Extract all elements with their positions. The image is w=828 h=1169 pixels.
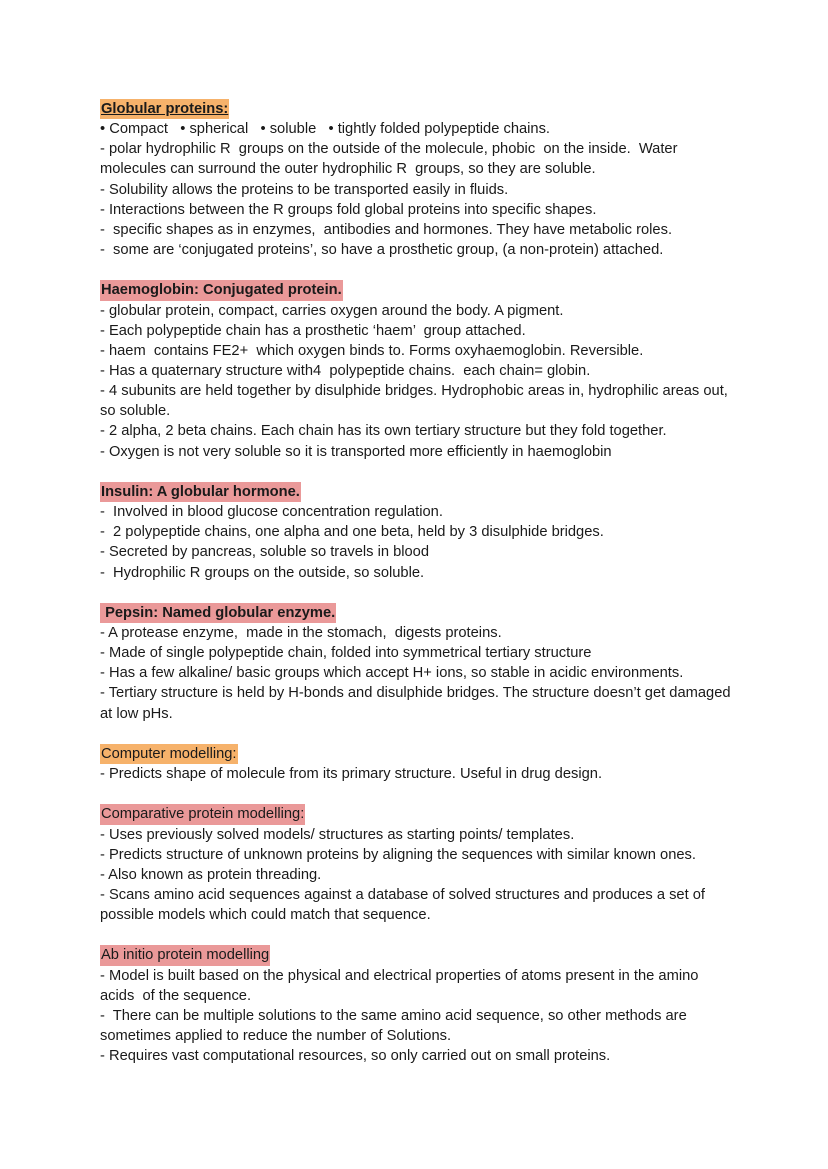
note-line: - Model is built based on the physical and electrical properties of atoms present in the amino acids of the sequence. bbox=[100, 967, 703, 1004]
section-heading: Ab initio protein modelling bbox=[100, 945, 270, 965]
note-line: - haem contains FE2+ which oxygen binds to. Forms oxyhaemoglobin. Reversible. bbox=[100, 342, 644, 359]
section bbox=[100, 99, 732, 260]
note-line: - some are ‘conjugated proteins’, so have a prosthetic group, (a non-protein) attached. bbox=[100, 242, 664, 259]
note-line: - 4 subunits are held together by disulphide bridges. Hydrophobic areas in, hydrophilic areas out, so soluble. bbox=[100, 383, 732, 420]
note-line: - Requires vast computational resources, so only carried out on small proteins. bbox=[100, 1048, 611, 1065]
note-line: - There can be multiple solutions to the same amino acid sequence, so other methods are sometimes applied to reduce the number of Solutions. bbox=[100, 1007, 691, 1045]
note-line: - specific shapes as in enzymes, antibodies and hormones. They have metabolic roles. bbox=[100, 221, 673, 238]
note-line: - Each polypeptide chain has a prosthetic ‘haem’ group attached. bbox=[100, 322, 526, 339]
section bbox=[100, 482, 732, 583]
section bbox=[100, 603, 735, 724]
note-line: • Compact • spherical • soluble • tightly folded polypeptide chains. bbox=[100, 121, 551, 138]
section-heading: Pepsin: Named globular enzyme. bbox=[100, 603, 336, 623]
section-heading: Comparative protein modelling: bbox=[100, 804, 305, 824]
note-line: - Predicts shape of molecule from its primary structure. Useful in drug design. bbox=[100, 766, 603, 783]
note-line: - Tertiary structure is held by H-bonds and disulphide bridges. The structure doesn’t get damaged at low pHs. bbox=[100, 685, 735, 722]
note-line: - Secreted by pancreas, soluble so travels in blood bbox=[100, 544, 430, 561]
note-line: - Has a few alkaline/ basic groups which accept H+ ions, so stable in acidic environments. bbox=[100, 665, 684, 682]
note-line: - 2 polypeptide chains, one alpha and one beta, held by 3 disulphide bridges. bbox=[100, 524, 604, 541]
note-line: - Has a quaternary structure with4 polypeptide chains. each chain= globin. bbox=[100, 363, 591, 380]
note-line: - Scans amino acid sequences against a database of solved structures and produces a set of possible models which could match that sequence. bbox=[100, 887, 710, 924]
note-line: - polar hydrophilic R groups on the outside of the molecule, phobic on the inside. Water molecules can surround the outer hydrophilic R groups, so they are soluble. bbox=[100, 141, 682, 178]
note-line: - Also known as protein threading. bbox=[100, 866, 322, 883]
note-line: - Solubility allows the proteins to be transported easily in fluids. bbox=[100, 181, 509, 198]
note-line: - Uses previously solved models/ structures as starting points/ templates. bbox=[100, 826, 575, 843]
section bbox=[100, 945, 732, 1066]
document-body bbox=[100, 99, 735, 1087]
note-line: - Hydrophilic R groups on the outside, so soluble. bbox=[100, 564, 425, 581]
note-line: - Involved in blood glucose concentration regulation. bbox=[100, 504, 443, 521]
section-heading: Insulin: A globular hormone. bbox=[100, 482, 301, 502]
note-line: - Oxygen is not very soluble so it is transported more efficiently in haemoglobin bbox=[100, 443, 612, 460]
section-heading: Globular proteins: bbox=[100, 99, 229, 119]
note-line: - 2 alpha, 2 beta chains. Each chain has its own tertiary structure but they fold together. bbox=[100, 423, 667, 440]
section-heading: Haemoglobin: Conjugated protein. bbox=[100, 280, 343, 300]
section bbox=[100, 804, 732, 925]
note-line: - globular protein, compact, carries oxygen around the body. A pigment. bbox=[100, 302, 564, 319]
note-line: - A protease enzyme, made in the stomach, digests proteins. bbox=[100, 625, 502, 642]
note-line: - Interactions between the R groups fold global proteins into specific shapes. bbox=[100, 201, 597, 218]
note-line: - Predicts structure of unknown proteins by aligning the sequences with similar known ones. bbox=[100, 846, 696, 863]
section-heading: Computer modelling: bbox=[100, 744, 238, 764]
note-line: - Made of single polypeptide chain, folded into symmetrical tertiary structure bbox=[100, 645, 592, 662]
section bbox=[100, 280, 732, 461]
section bbox=[100, 744, 732, 784]
